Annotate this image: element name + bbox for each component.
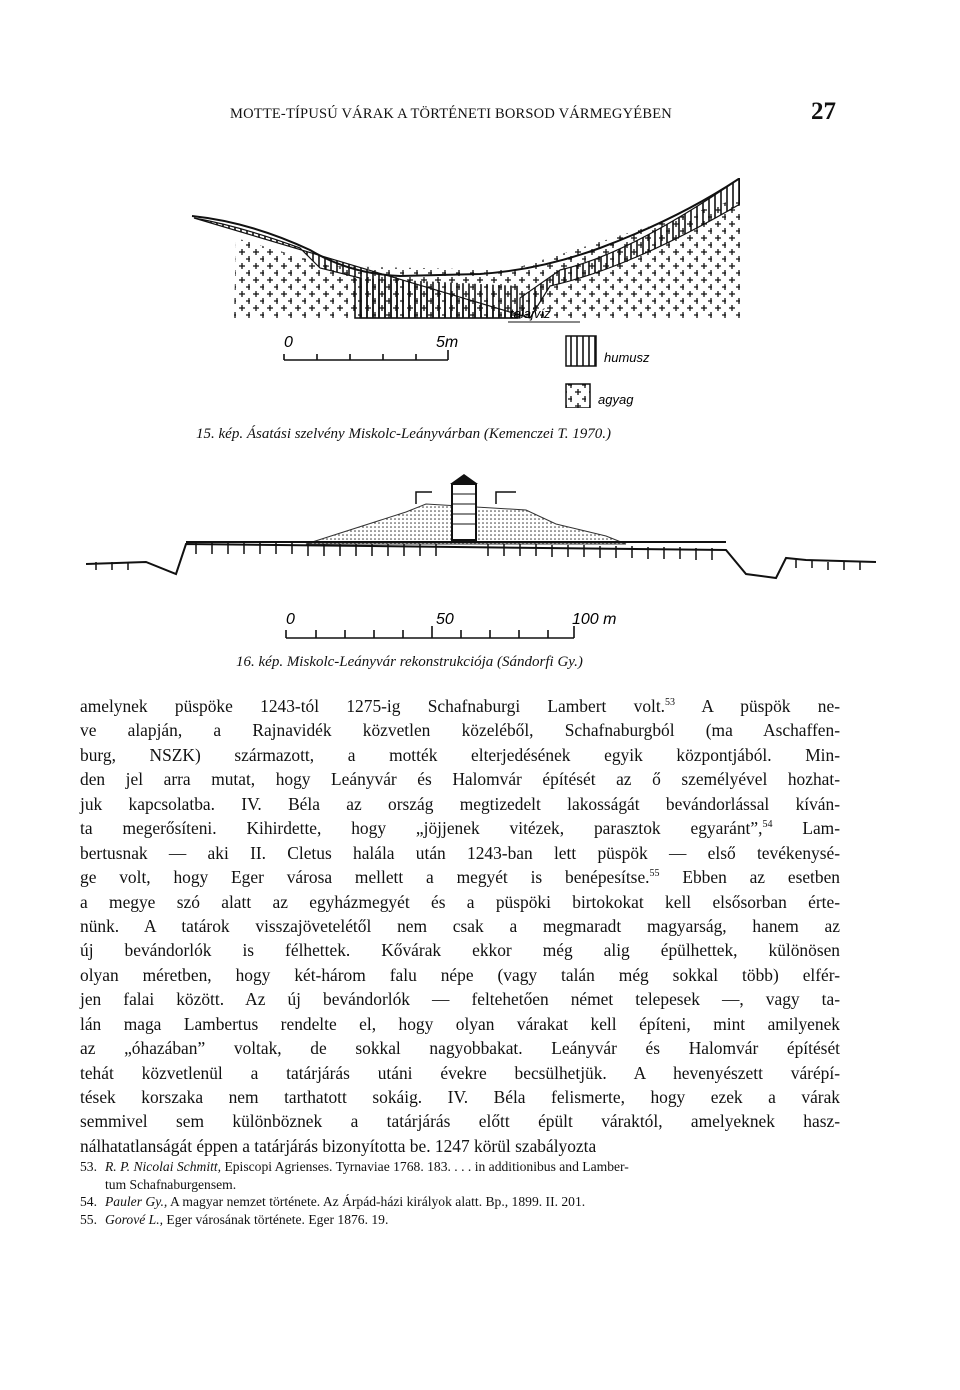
scale-bar	[284, 350, 448, 360]
figure-16-caption: 16. kép. Miskolc-Leányvár rekonstrukciója (Sándorfi Gy.)	[236, 654, 583, 670]
running-header	[196, 98, 836, 128]
footnote-ref-53: 53	[665, 697, 676, 708]
page-number: 27	[811, 98, 836, 125]
palisade	[96, 542, 860, 570]
body-line-1: amelynek püspöke 1243-tól 1275-ig Schafnaburgi Lambert volt.$^{53}$ A püspök ne-	[80, 696, 840, 716]
body-line-5: juk kapcsolatba. IV. Béla az ország megtizedelt lakosságát bevándorlással kíván-	[80, 793, 840, 814]
footnote-54: 54. Pauler Gy., A magyar nemzet története. Az Árpád-házi királyok alatt. Bp., 1899. II. 201.	[80, 1194, 586, 1209]
tower	[450, 474, 478, 484]
legend-clay-label: agyag	[598, 392, 634, 407]
body-line-3: burg, NSZK) származott, a motték elterjedésének egyik központjából. Min-	[80, 744, 840, 765]
figure-16	[86, 474, 876, 664]
running-header-title: MOTTE-TÍPUSÚ VÁRAK A TÖRTÉNETI BORSOD VÁRMEGYÉBEN	[230, 106, 672, 122]
body-line-2: ve alapján, a Rajnavidék közvetlen közeléből, Schafnaburgból (ma Aschaffen-	[80, 720, 840, 741]
footnote-ref-55: 55	[649, 868, 660, 880]
body-line-18: semmivel sem különböznek a tatárjárás előtt épült váraktól, amelyeknek hasz-	[80, 1111, 840, 1132]
body-line-17: tések korszaka nem tarthatott sokáig. IV. Béla felismerte, hogy ezek a várak	[80, 1087, 840, 1107]
scale-label-0: 0	[286, 611, 295, 628]
body-line-19: nálhatatlanságát éppen a tatárjárás bizonyította be. 1247 körül szabályozta	[80, 1135, 597, 1156]
figure-15-caption: 15. kép. Ásatási szelvény Miskolc-Leányvárban (Kemenczei T. 1970.)	[196, 426, 612, 442]
body-line-9: a megye szó alatt az egyházmegyét és a püspöki birtokokat kell elsősorban érte-	[80, 891, 840, 912]
body-line-14: lán maga Lambertus rendelte el, hogy olyan várakat kell építeni, mint amilyenek	[80, 1013, 840, 1034]
footnote-55: 55. Gorové L., Eger városának története. Eger 1876. 19.	[80, 1211, 389, 1227]
footnote-ref-54: 54	[762, 819, 773, 831]
figure-16-drawing	[86, 474, 876, 664]
legend-humus-label: humusz	[604, 350, 650, 365]
legend-humus-swatch	[566, 336, 596, 366]
footnote-53: 53. R. P. Nicolai Schmitt, Episcopi Agrienses. Tyrnaviae 1768. 183. . . . in additionibus and Lamber-	[80, 1159, 629, 1174]
body-line-15: az „óhazában” voltak, de sokkal nagyobbakat. Leányvár és Halomvár építését	[80, 1038, 840, 1059]
ground-profile	[86, 544, 876, 578]
body-line-8: ge volt, hogy Eger városa mellett a megyét is benépesítse.$^{55}$ Ebben az esetben	[80, 867, 840, 888]
scale-label-50: 50	[436, 611, 454, 628]
body-line-6: ta megerősíteni. Kihirdette, hogy „jöjjenek vitézek, parasztok egyaránt”,$^{54}$ Lam-	[80, 818, 840, 839]
figure-15-drawing	[180, 178, 740, 408]
figure-16-scale-bar	[286, 626, 574, 638]
body-line-13: jen falai között. Az új bevándorlók — feltehetően német telepesek —, vagy ta-	[80, 989, 840, 1010]
body-line-16: tehát közvetlenül a tatárjárás utáni évekre becsülhetjük. A hevenyészett várépí-	[80, 1062, 840, 1083]
footnote-53-continuation: tum Schafnaburgensem.	[105, 1176, 237, 1192]
scale-start-label: 0	[284, 334, 293, 351]
body-line-7: bertusnak — aki II. Cletus halála után 1243-ban lett püspök — első tevékenysé-	[80, 842, 840, 863]
footnotes	[80, 1158, 840, 1228]
legend-clay-swatch	[566, 384, 590, 408]
scale-end-label: 5m	[436, 334, 459, 351]
body-text	[80, 694, 840, 1158]
figure-15	[180, 178, 740, 408]
scale-label-100: 100 m	[572, 611, 617, 628]
body-line-10: nünk. A tatárok visszajövetelétől nem csak a megmaradt magyarság, hanem az	[80, 915, 840, 936]
groundwater-label: talajvíz	[510, 306, 551, 321]
body-line-4: den jel arra mutat, hogy Leányvár és Halomvár építését az ő személyével hozhat-	[80, 769, 840, 790]
body-line-11: új bevándorlók is félhettek. Kővárak ekkor még alig épülhettek, különösen	[80, 940, 840, 961]
body-line-12: olyan méretben, hogy két-három falu népe (vagy talán még sokkal több) elfér-	[80, 964, 840, 985]
